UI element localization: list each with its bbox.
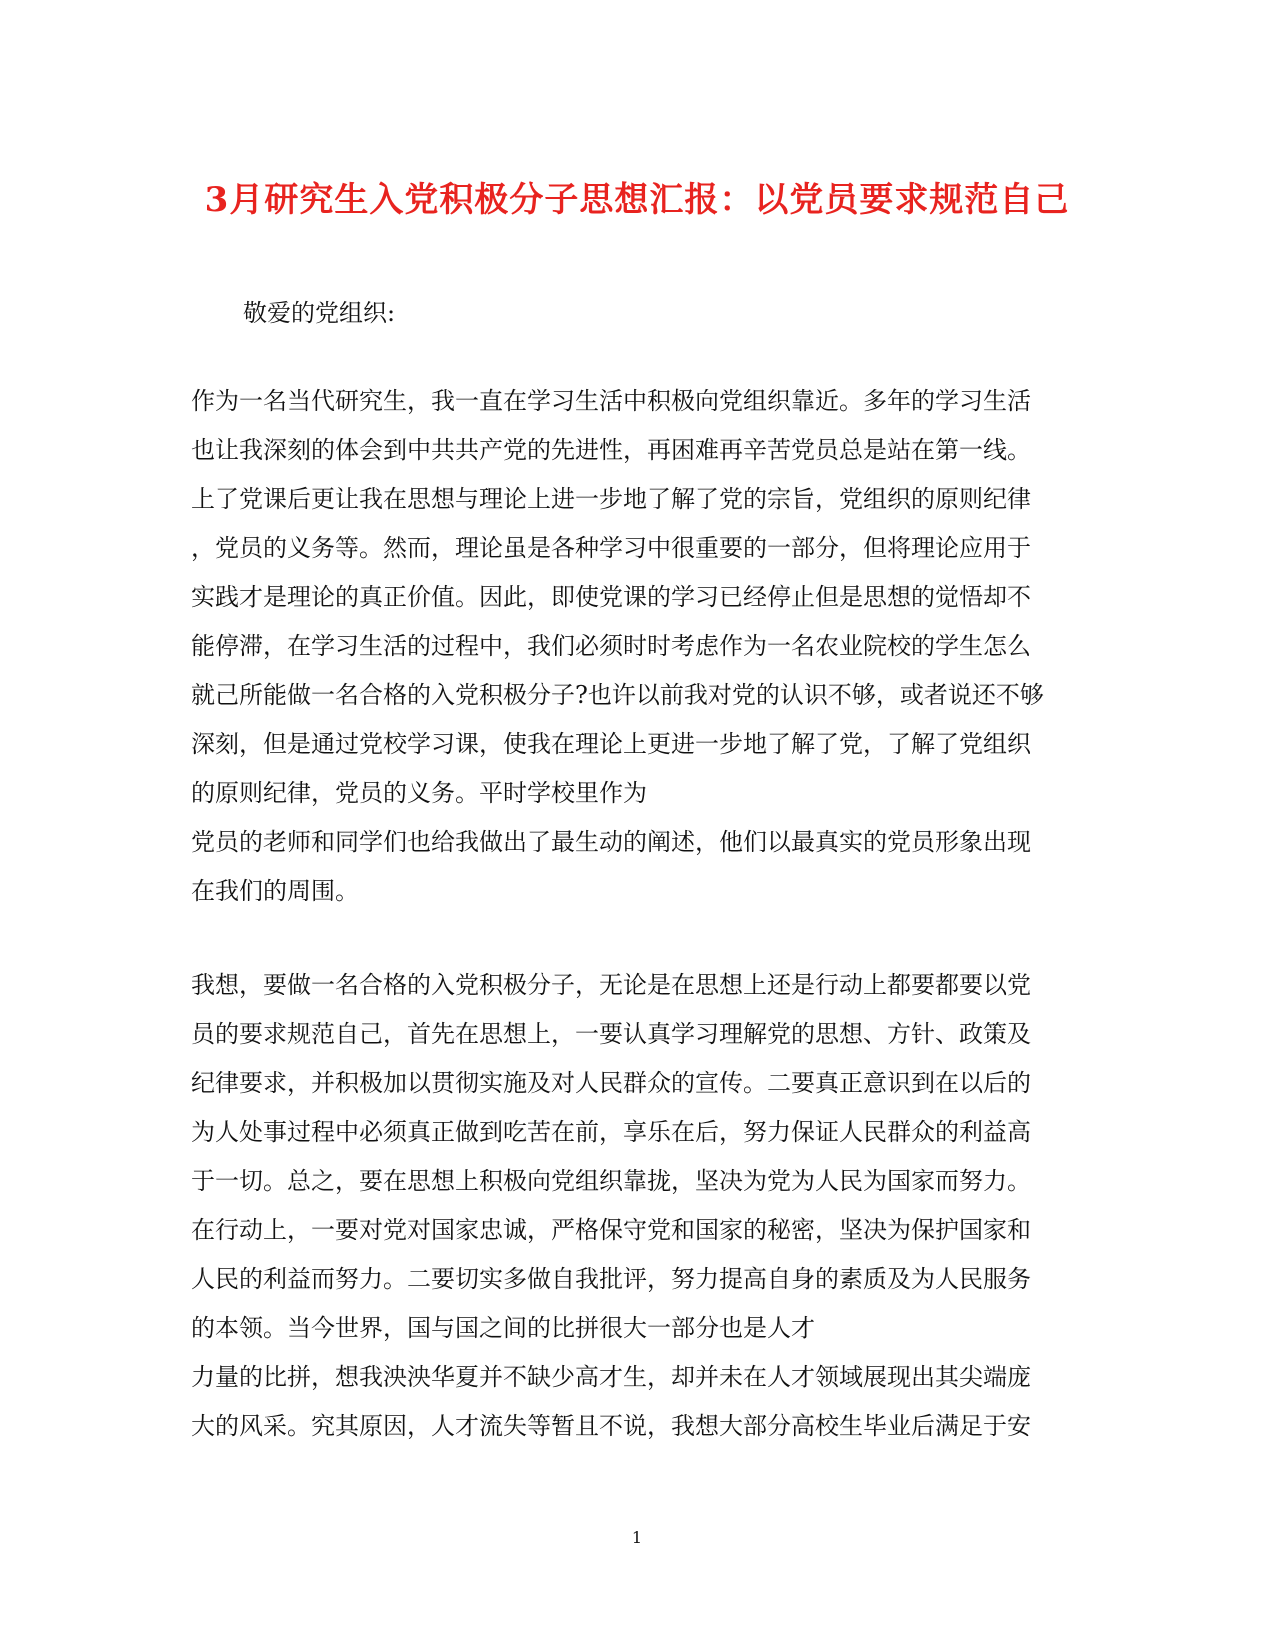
paragraph-line: 人民的利益而努力。二要切实多做自我批评，努力提高自身的素质及为人民服务 <box>191 1265 1031 1293</box>
paragraph-line: 党员的老师和同学们也给我做出了最生动的阐述，他们以最真实的党员形象出现 <box>191 828 1031 856</box>
paragraph-line: ，党员的义务等。然而，理论虽是各种学习中很重要的一部分，但将理论应用于 <box>191 534 1031 562</box>
paragraph-line: 大的风采。究其原因，人才流失等暂且不说，我想大部分高校生毕业后满足于安 <box>191 1412 1031 1440</box>
salutation: 敬爱的党组织: <box>243 299 396 327</box>
paragraph-line: 实践才是理论的真正价值。因此，即使党课的学习已经停止但是思想的觉悟却不 <box>191 583 1031 611</box>
paragraph-2 <box>191 961 1091 1451</box>
paragraph-line: 于一切。总之，要在思想上积极向党组织靠拢，坚决为党为人民为国家而努力。 <box>191 1167 1031 1195</box>
paragraph-line: 我想，要做一名合格的入党积极分子，无论是在思想上还是行动上都要都要以党 <box>191 971 1031 999</box>
paragraph-line: 的原则纪律，党员的义务。平时学校里作为 <box>191 779 647 807</box>
paragraph-line: 力量的比拼，想我泱泱华夏并不缺少高才生，却并未在人才领域展现出其尖端庞 <box>191 1363 1031 1391</box>
page-number: 1 <box>631 1528 643 1547</box>
paragraph-line: 作为一名当代研究生，我一直在学习生活中积极向党组织靠近。多年的学习生活 <box>191 387 1031 415</box>
paragraph-line: 员的要求规范自己，首先在思想上，一要认真学习理解党的思想、方针、政策及 <box>191 1020 1031 1048</box>
paragraph-line: 能停滞，在学习生活的过程中，我们必须时时考虑作为一名农业院校的学生怎么 <box>191 632 1031 660</box>
paragraph-line: 深刻，但是通过党校学习课，使我在理论上更进一步地了解了党，了解了党组织 <box>191 730 1031 758</box>
paragraph-line: 为人处事过程中必须真正做到吃苦在前，享乐在后，努力保证人民群众的利益高 <box>191 1118 1031 1146</box>
paragraph-1 <box>191 377 1091 916</box>
document-title: 3月研究生入党积极分子思想汇报：以党员要求规范自己 <box>204 180 1070 220</box>
paragraph-line: 就己所能做一名合格的入党积极分子?也许以前我对党的认识不够，或者说还不够 <box>191 681 1044 709</box>
paragraph-line: 在行动上，一要对党对国家忠诚，严格保守党和国家的秘密，坚决为保护国家和 <box>191 1216 1031 1244</box>
paragraph-line: 也让我深刻的体会到中共共产党的先进性，再困难再辛苦党员总是站在第一线。 <box>191 436 1031 464</box>
paragraph-line: 纪律要求，并积极加以贯彻实施及对人民群众的宣传。二要真正意识到在以后的 <box>191 1069 1031 1097</box>
paragraph-line: 上了党课后更让我在思想与理论上进一步地了解了党的宗旨，党组织的原则纪律 <box>191 485 1031 513</box>
paragraph-line: 的本领。当今世界，国与国之间的比拼很大一部分也是人才 <box>191 1314 815 1342</box>
paragraph-line: 在我们的周围。 <box>191 877 359 905</box>
